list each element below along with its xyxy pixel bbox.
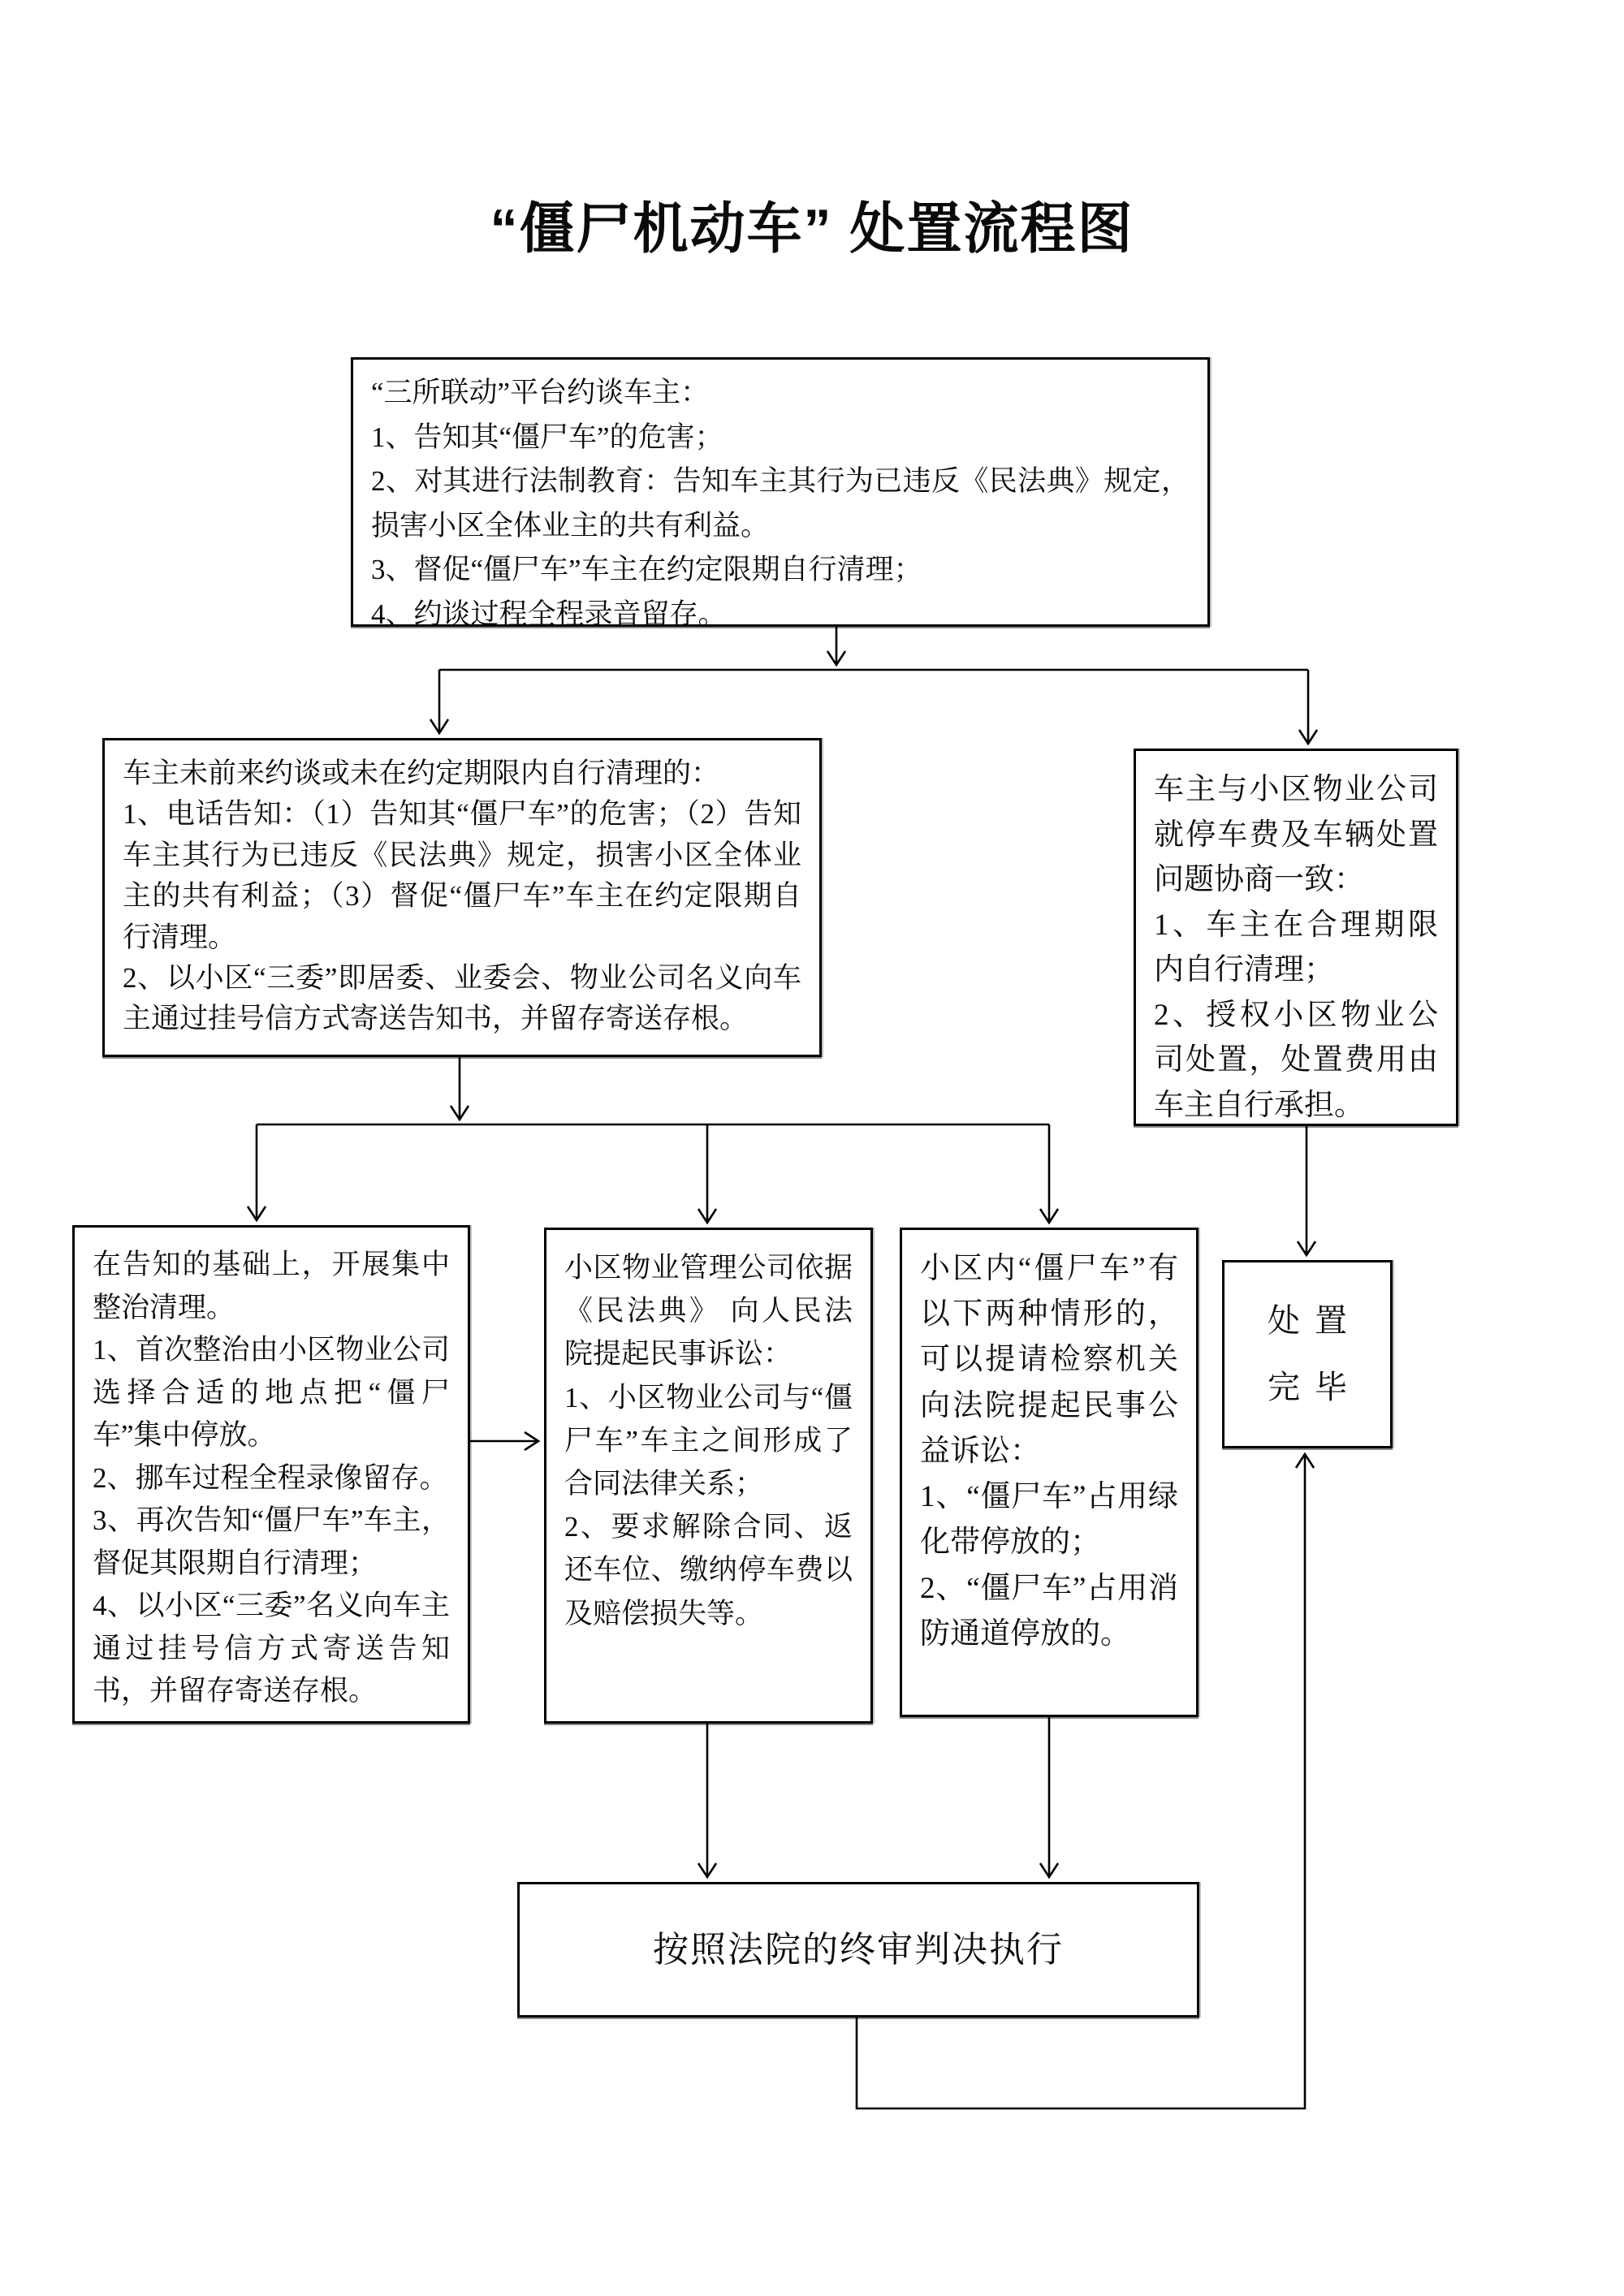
box-line: 车主未前来约谈或未在约定期限内自行清理的： xyxy=(123,757,720,789)
box-civil-lawsuit xyxy=(544,1228,873,1724)
box-centralized-cleanup xyxy=(72,1225,470,1724)
box-line: 2、“僵尸车”占用消防通道停放的。 xyxy=(920,1571,1178,1651)
box-line: “三所联动”平台约谈车主： xyxy=(371,377,710,408)
box-public-interest-lawsuit xyxy=(900,1228,1199,1717)
box-line: 1、“僵尸车”占用绿化带停放的； xyxy=(920,1480,1178,1560)
box-line: 完毕 xyxy=(1268,1369,1362,1405)
box-line: 2、以小区“三委”即居委、业委会、物业公司名义向车主通过挂号信方式寄送告知书，并留存寄送存根。 xyxy=(123,961,801,1035)
box-line: 处置 xyxy=(1268,1302,1362,1339)
box-line: 2、要求解除合同、返还车位、缴纳停车费以及赔偿损失等。 xyxy=(564,1511,853,1629)
box-line: 1、小区物业公司与“僵尸车”车主之间形成了合同法律关系； xyxy=(564,1381,853,1500)
box-line: 1、车主在合理期限内自行清理； xyxy=(1154,908,1438,986)
box-line: 按照法院的终审判决执行 xyxy=(653,1929,1064,1970)
page-title: “僵尸机动车” 处置流程图 xyxy=(490,198,1134,260)
box-line: 4、以小区“三委”名义向车主通过挂号信方式寄送告知书，并留存寄送存根。 xyxy=(93,1590,450,1707)
box-line: 小区物业管理公司依据《民法典》 向人民法院提起民事诉讼： xyxy=(564,1252,853,1370)
box-court-judgment xyxy=(517,1882,1199,2018)
box-no-show-notice xyxy=(102,738,822,1057)
box-line: 1、首次整治由小区物业公司选择合适的地点把“僵尸车”集中停放。 xyxy=(93,1334,450,1451)
box-line: 在告知的基础上，开展集中整治清理。 xyxy=(93,1249,450,1323)
box-line: 2、挪车过程全程录像留存。 xyxy=(93,1461,448,1494)
box-line: 2、授权小区物业公司处置，处置费用由车主自行承担。 xyxy=(1154,998,1438,1122)
box-line: 3、督促“僵尸车”车主在约定限期自行清理； xyxy=(371,554,922,586)
box-line: 1、告知其“僵尸车”的危害； xyxy=(371,421,723,453)
box-line: 小区内“僵尸车”有以下两种情形的，可以提请检察机关向法院提起民事公益诉讼： xyxy=(920,1252,1178,1468)
box-disposal-complete xyxy=(1222,1260,1393,1448)
box-line: 车主与小区物业公司就停车费及车辆处置问题协商一致： xyxy=(1154,773,1438,896)
box-line: 1、电话告知：（1）告知其“僵尸车”的危害；（2）告知车主其行为已违反《民法典》规定，损害小区全体业主的共有利益；（3）督促“僵尸车”车主在约定限期自行清理。 xyxy=(123,798,801,953)
box-owner-agreement xyxy=(1134,749,1458,1126)
box-line: 4、约谈过程全程录音留存。 xyxy=(371,598,727,630)
box-line: 3、再次告知“僵尸车”车主，督促其限期自行清理； xyxy=(93,1504,450,1579)
box-line: 2、对其进行法制教育：告知车主其行为已违反《民法典》规定，损害小区全体业主的共有利益。 xyxy=(371,465,1190,542)
box-platform-interview xyxy=(351,357,1210,630)
